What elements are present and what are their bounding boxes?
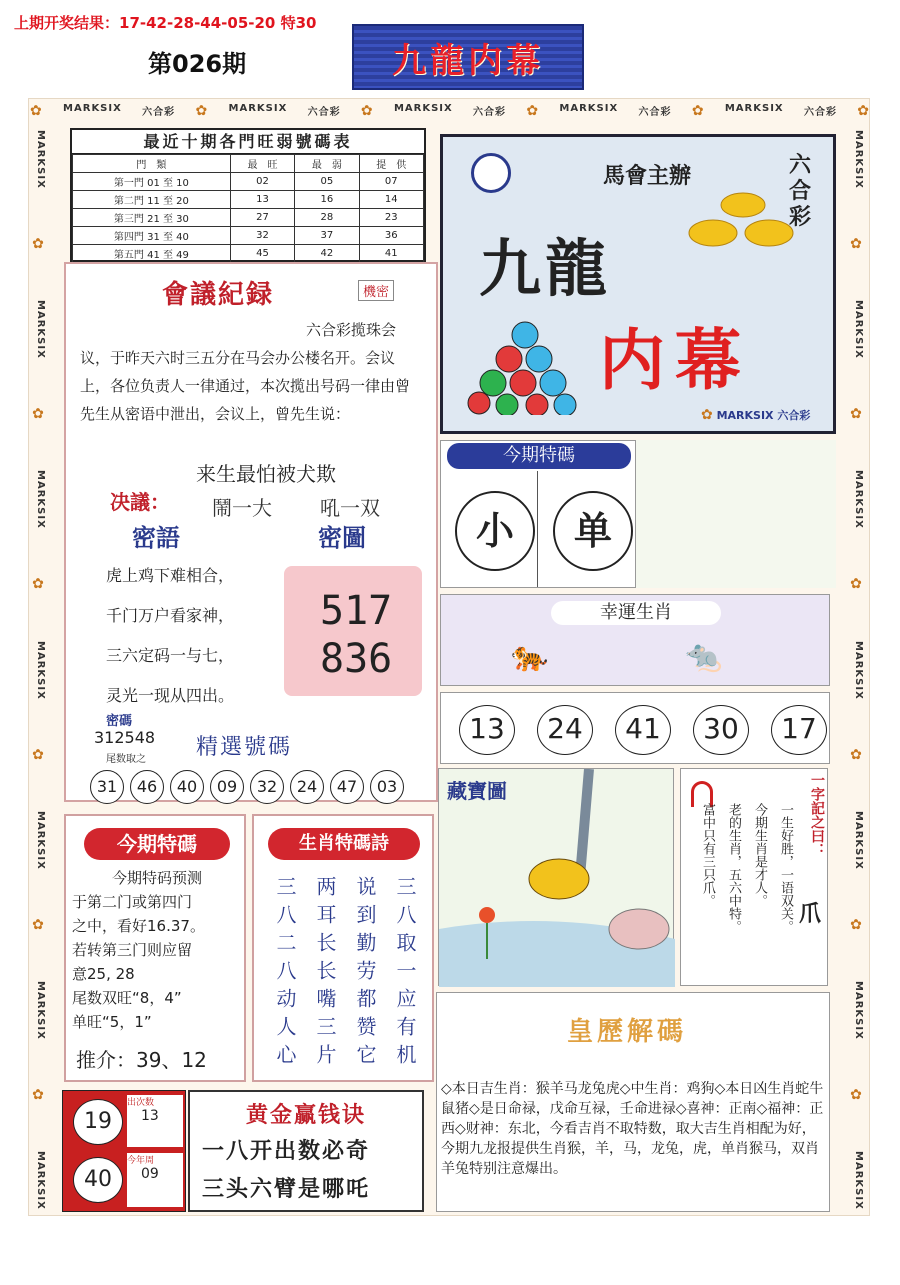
brand-text: 六合彩 <box>307 107 341 118</box>
meeting-title: 會議紀録 <box>162 280 275 310</box>
number-ball: 13 <box>459 705 515 755</box>
cell: 32 <box>230 227 294 245</box>
zodiac-poem <box>252 814 434 1082</box>
number-ball: 24 <box>537 705 593 755</box>
gold-line-2: 三头六臂是哪吒 <box>202 1177 371 1202</box>
poster-title-2: 内幕 <box>599 321 751 399</box>
table-row <box>73 209 424 227</box>
balls-pyramid-icon <box>465 319 585 415</box>
brand-text: MARKSIX <box>228 103 288 114</box>
poster <box>440 134 836 434</box>
cell: 23 <box>359 209 423 227</box>
number-ball: 09 <box>210 770 244 804</box>
secret-picture <box>284 566 422 696</box>
brand-text: MARKSIX <box>853 1151 864 1210</box>
word-title: 一字記之曰： <box>809 773 825 857</box>
count-label: 今年周 <box>127 1156 155 1166</box>
table-row <box>73 227 424 245</box>
brand-text: MARKSIX <box>63 103 122 114</box>
poem-col: 说到勤劳都赞它 <box>353 876 377 1072</box>
sp1-line: 尾数双旺“8，4” <box>72 989 182 1007</box>
word-answer: 爪 <box>798 902 821 927</box>
word-riddle <box>680 768 828 986</box>
brand-text: MARKSIX <box>853 470 864 530</box>
numbers-panel <box>440 692 830 764</box>
sp1-line: 若转第三门则应留 <box>72 941 193 959</box>
count-label: 出次数 <box>127 1098 155 1108</box>
meeting-body: 六合彩揽珠会议，于昨天六时三五分在马会办公楼名开。会议上，各位负责人一律通过，本次揽出号码一律由曾先生从密语中泄出，会议上，曾先生说： <box>80 321 411 423</box>
number-ball: 40 <box>73 1157 123 1203</box>
poem-col: 两耳长长嘴三片 <box>313 876 337 1072</box>
count-panel <box>62 1090 186 1212</box>
cell: 07 <box>359 173 423 191</box>
decision-label: 决議： <box>110 490 170 514</box>
word-col: 老的生肖，五六中特。 <box>726 803 741 933</box>
sp1-line: 于第二门或第四门 <box>72 893 193 911</box>
table-row <box>73 245 424 263</box>
cell: 第一門 01 至 10 <box>73 173 231 191</box>
issue-number: 第026期 <box>148 50 247 78</box>
number-ball: 46 <box>130 770 164 804</box>
gold-formula <box>188 1090 424 1212</box>
sp1-recommend: 推介：39、12 <box>76 1048 207 1072</box>
blank-area <box>636 440 836 588</box>
gold-ingot-icon <box>683 185 803 265</box>
cell: 第二門 11 至 20 <box>73 191 231 209</box>
col-header: 提 供 <box>359 155 423 173</box>
number-ball: 17 <box>771 705 827 755</box>
number-ball: 30 <box>693 705 749 755</box>
special-panel <box>440 440 636 588</box>
strength-table <box>70 128 426 262</box>
lhc-label: 六合彩 <box>789 153 812 230</box>
number-ball: 03 <box>370 770 404 804</box>
sp1-line: 意25, 28 <box>72 965 135 983</box>
decode-text: ◇本日吉生肖：猴羊马龙兔虎◇中生肖：鸡狗◇本日凶生肖蛇牛鼠猪◇是日命禄，戊命互禄，壬命进禄◇喜神：正南◇福神：正西◇财神：东北，今看吉肖不取特数，取大吉生肖相配为好，今期九龙报提供生肖猴，羊，马，龙兔，虎，单肖猴马，双肖羊兔特别注意爆出。 <box>441 1081 824 1177</box>
poem <box>106 556 234 716</box>
brand-text: MARKSIX <box>35 640 46 700</box>
treasure-map <box>438 768 674 986</box>
code-note: 尾数取之 <box>106 754 146 765</box>
table-row <box>73 191 424 209</box>
cell: 第三門 21 至 30 <box>73 209 231 227</box>
brand-text: 六合彩 <box>142 107 176 118</box>
count-box <box>127 1153 183 1207</box>
selected-label: 精選號碼 <box>196 735 293 760</box>
masthead <box>352 24 584 90</box>
lucky-panel <box>440 594 830 686</box>
brand-text: MARKSIX <box>35 300 46 359</box>
word-col: 一生好胜，一语双关。 <box>778 803 793 933</box>
brand-text: 六合彩 <box>777 409 811 422</box>
poster-title-1: 九龍 <box>479 232 612 305</box>
cell: 45 <box>230 245 294 263</box>
poem-line: 千门万户看家神， <box>106 606 235 625</box>
masthead-title: 九龍内幕 <box>392 40 544 81</box>
rat-icon: 🐀 <box>685 639 723 674</box>
secret-pic-label: 密圖 <box>318 524 366 552</box>
count-value: 09 <box>141 1166 159 1182</box>
cell: 36 <box>359 227 423 245</box>
cell: 第四門 31 至 40 <box>73 227 231 245</box>
secret-tag: 機密 <box>358 280 394 301</box>
brand-text: MARKSIX <box>724 103 784 114</box>
brand-text: MARKSIX <box>559 103 619 114</box>
brand-text: 六合彩 <box>473 107 507 118</box>
treasure-title: 藏寶圖 <box>447 779 507 803</box>
sp1-line: 单旺“5，1” <box>72 1013 152 1031</box>
last-result: 上期开奖结果：17-42-28-44-05-20 特30 <box>14 14 317 32</box>
sp1-lines <box>72 866 242 1034</box>
top-border: ✿ MARKSIX 六合彩 ✿ MARKSIX 六合彩 ✿ MARKSIX 六合彩 ✿ MARKSIX 六合彩 ✿ MARKSIX 六合彩 ✿ <box>30 103 870 119</box>
number-ball: 40 <box>170 770 204 804</box>
special-size: 小 <box>455 491 535 571</box>
number-ball: 24 <box>290 770 324 804</box>
brand-text: MARKSIX <box>35 470 46 530</box>
cell: 05 <box>295 173 359 191</box>
riddle-1: 鬧一大 <box>212 496 272 520</box>
count-value: 13 <box>141 1108 159 1124</box>
poem-line: 灵光一现从四出。 <box>106 686 235 705</box>
brand-text: MARKSIX <box>35 130 46 189</box>
special-title: 今期特碼 <box>447 443 631 469</box>
cell: 41 <box>359 245 423 263</box>
selected-balls <box>90 770 410 804</box>
brand-text: MARKSIX <box>853 300 864 359</box>
logo-icon <box>471 153 511 193</box>
host-label: 馬會主辦 <box>603 164 692 189</box>
col-header: 最 旺 <box>230 155 294 173</box>
quote: 来生最怕被犬欺 <box>196 462 336 486</box>
table-title: 最近十期各門旺弱號碼表 <box>72 130 424 154</box>
col-header: 最 弱 <box>295 155 359 173</box>
cell: 第五門 41 至 49 <box>73 245 231 263</box>
decode-title: 皇歷解碼 <box>567 1017 688 1047</box>
brand-text: 六合彩 <box>638 107 672 118</box>
gold-line-1: 一八开出数必奇 <box>202 1139 371 1164</box>
number-ball: 19 <box>73 1099 123 1145</box>
poem-line: 三六定码一与七， <box>106 646 235 665</box>
number-ball: 47 <box>330 770 364 804</box>
lucky-title: 幸運生肖 <box>551 601 721 625</box>
brand-text: MARKSIX <box>853 980 864 1040</box>
flower-icon: ✿ <box>701 407 713 423</box>
cell: 13 <box>230 191 294 209</box>
cell: 28 <box>295 209 359 227</box>
number-ball: 32 <box>250 770 284 804</box>
sp1-line: 之中，看好16.37。 <box>72 917 205 935</box>
cell: 16 <box>295 191 359 209</box>
cell: 27 <box>230 209 294 227</box>
sp1-line: 今期特码预测 <box>111 869 202 887</box>
brand-text: MARKSIX <box>853 810 864 870</box>
brand-text: MARKSIX <box>853 130 864 189</box>
bird-scene-icon <box>439 769 675 987</box>
brand-text: 六合彩 <box>803 107 837 118</box>
brand-text: MARKSIX <box>35 1151 46 1210</box>
poster-brand <box>701 407 810 423</box>
table-row <box>73 173 424 191</box>
brand-text: MARKSIX <box>35 980 46 1040</box>
code: 312548 <box>94 728 156 747</box>
poem-col: 三八二八动人心 <box>273 876 297 1072</box>
handwritten-1: 517 <box>320 588 393 634</box>
secret-word-label: 密語 <box>132 524 180 552</box>
meeting-panel <box>64 262 438 802</box>
brand-text: MARKSIX <box>35 810 46 870</box>
code-label: 密碼 <box>106 714 133 729</box>
cell: 02 <box>230 173 294 191</box>
count-box <box>127 1095 183 1147</box>
cell: 14 <box>359 191 423 209</box>
riddle-2: 吼一双 <box>320 496 380 520</box>
sp1-title: 今期特碼 <box>84 828 230 860</box>
almanac-panel <box>436 992 830 1212</box>
poem-col: 三八取一应有机 <box>393 876 417 1072</box>
right-border: MARKSIX ✿ MARKSIX ✿ MARKSIX ✿ MARKSIX ✿ MARKSIX ✿ MARKSIX ✿ MARKSIX <box>848 130 864 1210</box>
sp2-title: 生肖特碼詩 <box>268 828 420 860</box>
tiger-icon: 🐅 <box>511 639 549 674</box>
poem-line: 虎上鸡下难相合， <box>106 566 235 585</box>
col-header: 門 類 <box>73 155 231 173</box>
left-border: MARKSIX ✿ MARKSIX ✿ MARKSIX ✿ MARKSIX ✿ MARKSIX ✿ MARKSIX ✿ MARKSIX <box>30 130 46 1210</box>
number-ball: 41 <box>615 705 671 755</box>
special-prediction <box>64 814 246 1082</box>
handwritten-2: 836 <box>320 636 393 682</box>
gold-title: 黄金赢钱诀 <box>246 1103 367 1128</box>
word-col: 今期生肖是才人。 <box>752 803 767 907</box>
brand-text: MARKSIX <box>393 103 453 114</box>
cell: 37 <box>295 227 359 245</box>
number-ball: 31 <box>90 770 124 804</box>
brand-text: MARKSIX <box>716 409 774 422</box>
word-col: 富中只有三只爪。 <box>700 803 715 907</box>
special-parity: 单 <box>553 491 633 571</box>
brand-text: MARKSIX <box>853 640 864 700</box>
cell: 42 <box>295 245 359 263</box>
